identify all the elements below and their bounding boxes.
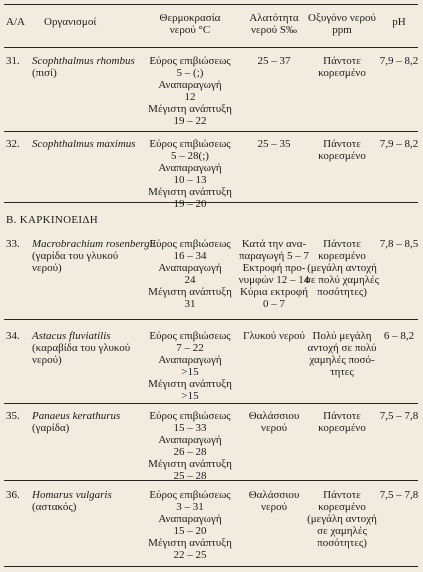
sal-line: Κατά την ανα-	[241, 238, 307, 250]
temp-line: 24	[184, 274, 196, 286]
oxy-line: (μεγάλη αντοχή	[307, 262, 377, 274]
sal-line: νερού	[260, 501, 288, 513]
oxy-line: σε πολύ χαμηλές	[304, 274, 380, 286]
header-sal-line: νερού S‰	[251, 24, 297, 36]
temp-line: Εύρος επιβιώσεως	[149, 489, 231, 501]
temp-line: Μέγιστη ανάπτυξη	[148, 537, 232, 549]
temp-line: Αναπαραγωγή	[158, 79, 222, 91]
sal-line: παραγωγή 5 – 7	[238, 250, 310, 262]
header-sal-line: Αλατότητα	[249, 12, 299, 24]
common-name: (γαρίδα)	[32, 422, 70, 434]
row-rule	[4, 131, 418, 132]
temp-line: 19 – 22	[173, 115, 207, 127]
oxygen-cell	[300, 410, 384, 434]
oxy-line: Πάντοτε	[323, 489, 361, 501]
temp-line: Εύρος επιβιώσεως	[149, 410, 231, 422]
organism-cell	[32, 55, 152, 79]
sal-line: Θαλάσσιου	[248, 489, 300, 501]
ph-cell: 7,9 – 8,2	[379, 55, 419, 67]
oxy-line: κορεσμένο	[318, 422, 366, 434]
header-rule	[4, 47, 418, 48]
row-rule	[4, 319, 418, 320]
oxy-line: τητες	[330, 366, 354, 378]
scientific-name: Homarus vulgaris	[32, 489, 112, 501]
oxy-line: κορεσμένο	[318, 501, 366, 513]
common-name: νερού)	[32, 354, 62, 366]
sal-line: Κύρια εκτροφή	[239, 286, 309, 298]
common-name: (αστακός)	[32, 501, 77, 513]
common-name: (καραβίδα του γλυκού	[32, 342, 131, 354]
sal-line: Γλυκού νερού	[243, 330, 305, 342]
sal-line: 0 – 7	[263, 298, 285, 310]
common-name: (γαρίδα του γλυκού	[32, 250, 119, 262]
temp-line: 15 – 33	[173, 422, 207, 434]
temperature-cell	[140, 238, 240, 310]
temp-line: Μέγιστη ανάπτυξη	[148, 103, 232, 115]
oxy-line: Πάντοτε	[323, 410, 361, 422]
common-name: (πισί)	[32, 67, 57, 79]
oxygen-cell	[300, 55, 384, 79]
oxy-line: Πάντοτε	[323, 138, 361, 150]
ph-cell: 7,8 – 8,5	[379, 238, 419, 250]
oxygen-cell	[300, 138, 384, 162]
temp-line: 7 – 22	[176, 342, 204, 354]
sal-line: 25 – 35	[257, 138, 291, 150]
scientific-name: Scophthalmus maximus	[32, 138, 136, 150]
sal-line: νερού	[260, 422, 288, 434]
temp-line: Μέγιστη ανάπτυξη	[148, 378, 232, 390]
header-ph: pH	[392, 16, 406, 28]
section-heading: Β. ΚΑΡΚΙΝΟΕΙΔΗ	[6, 214, 98, 226]
oxy-line: (μεγάλη αντοχή	[307, 513, 377, 525]
header-oxy-line: ppm	[332, 24, 352, 36]
temp-line: Αναπαραγωγή	[158, 513, 222, 525]
temp-line: Μέγιστη ανάπτυξη	[148, 186, 232, 198]
header-temp-line: νερού °C	[169, 24, 211, 36]
temp-line: Αναπαραγωγή	[158, 162, 222, 174]
organism-cell	[32, 238, 156, 274]
sal-line: Θαλάσσιου	[248, 410, 300, 422]
ph-cell: 7,9 – 8,2	[379, 138, 419, 150]
header-num: Α/Α	[6, 16, 25, 28]
header-temperature	[140, 12, 240, 36]
top-rule	[4, 4, 418, 5]
row-number: 32.	[6, 138, 20, 150]
ph-cell: 6 – 8,2	[383, 330, 415, 342]
scientific-name: Astacus fluviatilis	[32, 330, 111, 342]
oxy-line: χαμηλές ποσό-	[309, 354, 375, 366]
temp-line: Αναπαραγωγή	[158, 434, 222, 446]
organism-cell	[32, 138, 152, 150]
oxy-line: αντοχή σε πολύ	[307, 342, 377, 354]
temp-line: Εύρος επιβιώσεως	[149, 330, 231, 342]
scientific-name: Scophthalmus rhombus	[32, 55, 135, 67]
temperature-cell	[140, 330, 240, 402]
oxy-line: Πάντοτε	[323, 238, 361, 250]
row-number: 34.	[6, 330, 20, 342]
temp-line: Μέγιστη ανάπτυξη	[148, 458, 232, 470]
temp-line: 5 – (;)	[176, 67, 204, 79]
temp-line: 31	[184, 298, 196, 310]
temperature-cell	[140, 55, 240, 127]
temp-line: 3 – 31	[176, 501, 204, 513]
ph-cell: 7,5 – 7,8	[379, 410, 419, 422]
row-number: 33.	[6, 238, 20, 250]
temperature-cell	[140, 138, 240, 210]
row-number: 36.	[6, 489, 20, 501]
oxy-line: κορεσμένο	[318, 67, 366, 79]
oxygen-cell	[300, 238, 384, 298]
organism-cell	[32, 489, 152, 513]
temp-line: >15	[181, 366, 199, 378]
row-number: 31.	[6, 55, 20, 67]
header-oxy-line: Οξυγόνο νερού	[308, 12, 376, 24]
oxy-line: ποσότητες)	[317, 286, 367, 298]
common-name: νερού)	[32, 262, 62, 274]
temp-line: 5 – 28(;)	[171, 150, 209, 162]
temp-line: Αναπαραγωγή	[158, 262, 222, 274]
temp-line: Αναπαραγωγή	[158, 354, 222, 366]
oxy-line: Πάντοτε	[323, 55, 361, 67]
oxy-line: κορεσμένο	[318, 250, 366, 262]
temp-line: Εύρος επιβιώσεως	[149, 55, 231, 67]
temp-line: 25 – 28	[173, 470, 207, 482]
sal-line: 25 – 37	[257, 55, 291, 67]
oxygen-cell	[300, 489, 384, 549]
temp-line: Εύρος επιβιώσεως	[149, 238, 231, 250]
temp-line: 15 – 20	[173, 525, 207, 537]
temp-line: >15	[181, 390, 199, 402]
temp-line: 16 – 34	[173, 250, 207, 262]
scientific-name: Panaeus kerathurus	[32, 410, 121, 422]
sal-line: νυμφών 12 – 14	[238, 274, 310, 286]
bottom-rule	[4, 566, 418, 567]
oxy-line: κορεσμένο	[318, 150, 366, 162]
oxy-line: σε χαμηλές	[317, 525, 367, 537]
scientific-name: Macrobrachium rosenbergii	[32, 238, 156, 250]
header-oxygen	[300, 12, 384, 36]
header-organism: Οργανισμοί	[44, 16, 97, 28]
temp-line: Εύρος επιβιώσεως	[149, 138, 231, 150]
header-temp-line: Θερμοκρασία	[159, 12, 221, 24]
row-number: 35.	[6, 410, 20, 422]
organism-cell	[32, 330, 152, 366]
ph-cell: 7,5 – 7,8	[379, 489, 419, 501]
row-rule	[4, 403, 418, 404]
temp-line: 12	[184, 91, 196, 103]
organism-cell	[32, 410, 152, 434]
temp-line: 26 – 28	[173, 446, 207, 458]
temp-line: 22 – 25	[173, 549, 207, 561]
temp-line: 19 – 20	[173, 198, 207, 210]
temp-line: Μέγιστη ανάπτυξη	[148, 286, 232, 298]
temp-line: 10 – 13	[173, 174, 207, 186]
oxy-line: Πολύ μεγάλη	[312, 330, 372, 342]
temperature-cell	[140, 489, 240, 561]
sal-line: Εκτροφή προ-	[242, 262, 306, 274]
temperature-cell	[140, 410, 240, 482]
oxy-line: ποσότητες)	[317, 537, 367, 549]
oxygen-cell	[300, 330, 384, 378]
